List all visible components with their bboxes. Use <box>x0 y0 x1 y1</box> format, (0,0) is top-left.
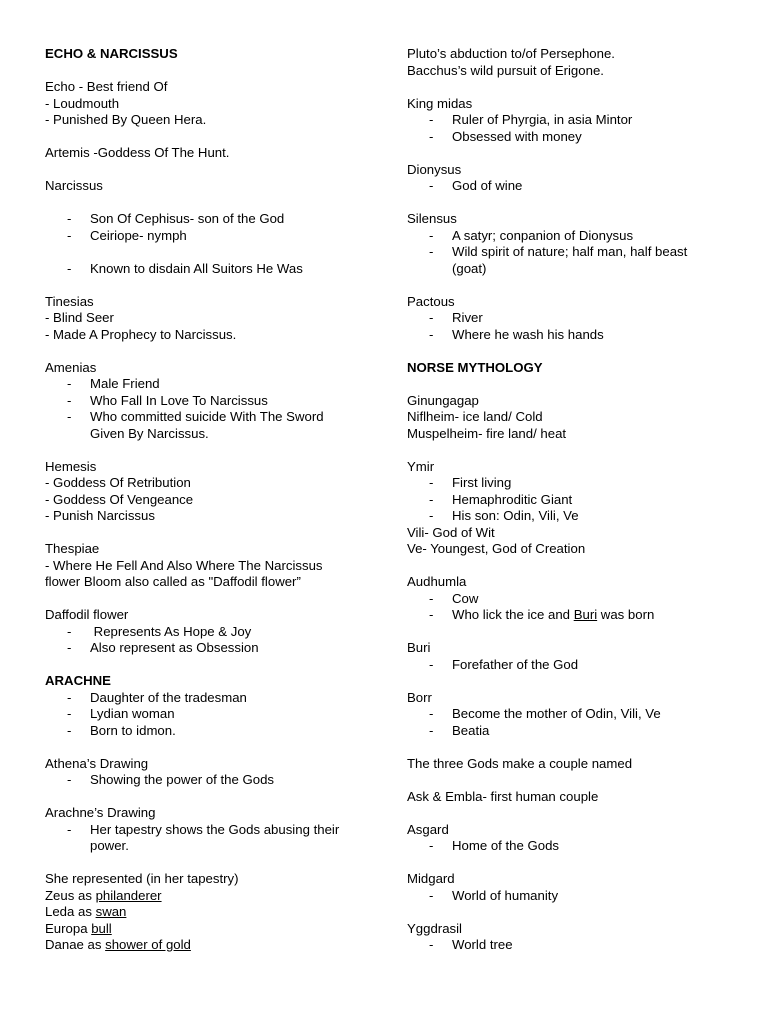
list-item: - Daughter of the tradesman <box>67 689 247 705</box>
echo-line: Echo - Best friend Of <box>45 79 168 94</box>
narcissus-title: Narcissus <box>45 178 103 193</box>
echo-line: - Punished By Queen Hera. <box>45 112 207 127</box>
list-item: - Where he wash his hands <box>429 326 604 342</box>
borr-title: Borr <box>407 689 432 705</box>
list-item: - First living <box>429 475 512 490</box>
ginungagap-line: Muspelheim- fire land/ heat <box>407 425 567 441</box>
midgard-title: Midgard <box>407 871 455 886</box>
intro-line: Pluto’s abduction to/of Persephone. <box>407 46 615 61</box>
echo-heading: ECHO & NARCISSUS <box>45 46 178 61</box>
list-item: - Hemaphroditic Giant <box>429 491 573 507</box>
list-item: - Ceiriope- nymph <box>67 227 187 243</box>
arachne-drawing-title: Arachne’s Drawing <box>45 805 156 820</box>
athena-title: Athena’s Drawing <box>45 755 149 771</box>
ymir-line: Ve- Youngest, God of Creation <box>407 541 586 556</box>
buri-title: Buri <box>407 640 431 655</box>
list-item: - Who Fall In Love To Narcissus <box>67 392 268 408</box>
tinesias-line: - Made A Prophecy to Narcissus. <box>45 326 237 342</box>
list-item: - Her tapestry shows the Gods abusing their power. <box>67 821 340 853</box>
hemesis-line: - Goddess Of Vengeance <box>45 491 194 507</box>
pactous-title: Pactous <box>407 293 455 309</box>
list-item: - Home of the Gods <box>429 838 560 853</box>
hemesis-line: - Goddess Of Retribution <box>45 475 191 490</box>
asgard-title: Asgard <box>407 821 449 837</box>
amenias-title: Amenias <box>45 359 97 375</box>
list-item: - World tree <box>429 937 513 952</box>
list-item: - His son: Odin, Vili, Ve <box>429 508 579 523</box>
artemis-line: Artemis -Goddess Of The Hunt. <box>45 145 230 160</box>
list-item: - Who committed suicide With The Sword Given By Narcissus. <box>67 409 324 441</box>
tapestry-line: Europa bull <box>45 920 112 936</box>
thespiae-line: - Where He Fell And Also Where The Narcissus <box>45 557 323 573</box>
tapestry-line: Zeus as philanderer <box>45 887 162 903</box>
list-item: - A satyr; conpanion of Dionysus <box>429 227 634 243</box>
left-column <box>45 46 375 954</box>
ask-embla-line: Ask & Embla- first human couple <box>407 788 599 804</box>
list-item: - Forefather of the God <box>429 656 579 672</box>
three-gods-line: The three Gods make a couple named <box>407 755 633 771</box>
tapestry-line: Leda as swan <box>45 904 127 919</box>
list-item: - Who lick the ice and Buri was born <box>429 607 655 622</box>
list-item: - Represents As Hope & Joy <box>67 623 252 639</box>
list-item: - River <box>429 310 483 325</box>
ymir-title: Ymir <box>407 458 435 474</box>
list-item: - God of wine <box>429 178 523 193</box>
ginungagap-title: Ginungagap <box>407 392 479 408</box>
ginungagap-line: Niflheim- ice land/ Cold <box>407 409 543 424</box>
hemesis-line: - Punish Narcissus <box>45 508 155 523</box>
arachne-heading: ARACHNE <box>45 673 111 688</box>
tapestry-line: Danae as shower of gold <box>45 937 191 952</box>
intro-line: Bacchus’s wild pursuit of Erigone. <box>407 62 604 78</box>
list-item: - Also represent as Obsession <box>67 640 259 655</box>
tinesias-line: - Blind Seer <box>45 310 114 325</box>
list-item: - Obsessed with money <box>429 128 582 144</box>
hemesis-title: Hemesis <box>45 458 97 474</box>
echo-line: - Loudmouth <box>45 95 120 111</box>
list-item: - Male Friend <box>67 376 160 391</box>
ymir-line: Vili- God of Wit <box>407 524 495 540</box>
dionysus-title: Dionysus <box>407 161 462 177</box>
list-item: - Ruler of Phyrgia, in asia Mintor <box>429 112 633 127</box>
list-item: - Showing the power of the Gods <box>67 772 275 787</box>
norse-heading: NORSE MYTHOLOGY <box>407 359 543 375</box>
yggdrasil-title: Yggdrasil <box>407 920 462 936</box>
list-item: - Born to idmon. <box>67 722 176 738</box>
tinesias-title: Tinesias <box>45 293 94 309</box>
tapestry-intro: She represented (in her tapestry) <box>45 871 239 886</box>
list-item: - Son Of Cephisus- son of the God <box>67 211 285 226</box>
list-item: - Known to disdain All Suitors He Was <box>67 260 303 276</box>
thespiae-line: flower Bloom also called as "Daffodil flower” <box>45 574 301 589</box>
right-column <box>407 46 737 954</box>
list-item: - Beatia <box>429 722 490 738</box>
silensus-title: Silensus <box>407 211 457 226</box>
list-item: - Become the mother of Odin, Vili, Ve <box>429 706 661 721</box>
list-item: - Lydian woman <box>67 706 175 721</box>
midas-title: King midas <box>407 95 473 111</box>
audhumla-title: Audhumla <box>407 574 467 589</box>
list-item: - World of humanity <box>429 887 559 903</box>
thespiae-title: Thespiae <box>45 541 100 556</box>
daffodil-title: Daffodil flower <box>45 607 129 622</box>
list-item: - Cow <box>429 590 479 606</box>
list-item: - Wild spirit of nature; half man, half beast (goat) <box>429 244 688 276</box>
